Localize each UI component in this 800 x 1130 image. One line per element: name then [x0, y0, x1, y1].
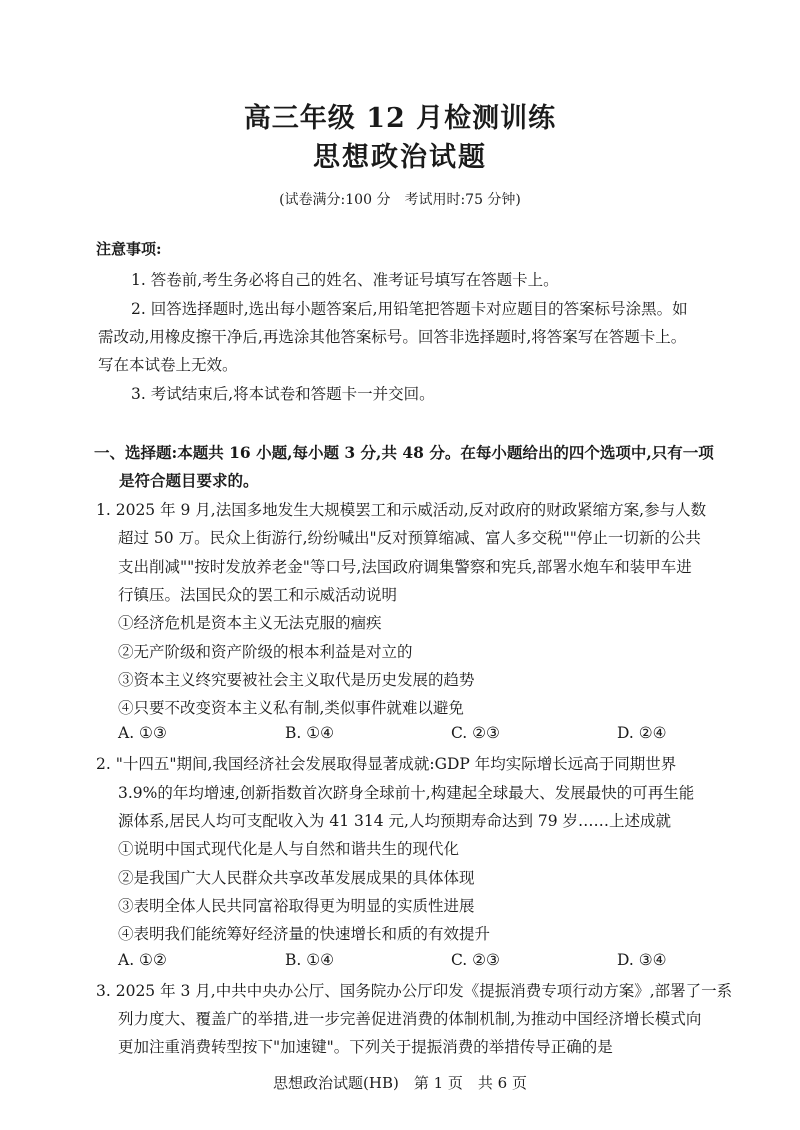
q2-option: ③表明全体人民共同富裕取得更为明显的实质性进展: [118, 897, 475, 915]
section-heading-cont: 是符合题目要求的。: [119, 471, 259, 490]
notes-item: 1. 答卷前,考生务必将自己的姓名、准考证号填写在答题卡上。: [131, 271, 559, 289]
section-heading: 一、选择题:本题共 16 小题,每小题 3 分,共 48 分。在每小题给出的四个选项中,只有一项: [94, 443, 714, 462]
notes-item: 3. 考试结束后,将本试卷和答题卡一并交回。: [131, 385, 435, 403]
q3-stem-line: 更加注重消费转型按下"加速键"。下列关于提振消费的举措传导正确的是: [118, 1038, 613, 1056]
q1-stem-line: 行镇压。法国民众的罢工和示威活动说明: [118, 586, 398, 604]
q1-option: ③资本主义终究要被社会主义取代是历史发展的趋势: [118, 671, 475, 689]
notes-item: 写在本试卷上无效。: [98, 356, 238, 374]
q1-option: ①经济危机是资本主义无法克服的痼疾: [118, 614, 382, 632]
q2-option: ②是我国广大人民群众共享改革发展成果的具体体现: [118, 869, 475, 887]
q3-stem-line: 3. 2025 年 3 月,中共中央办公厅、国务院办公厅印发《提振消费专项行动方案》,部署了一系: [96, 982, 733, 1000]
q2-choice-d: D. ③④: [617, 951, 667, 969]
q2-stem-line: 源体系,居民人均可支配收入为 41 314 元,人均预期寿命达到 79 岁……上述成就: [118, 812, 672, 830]
q1-choice-a: A. ①③: [118, 724, 167, 742]
q2-stem-line: 2. "十四五"期间,我国经济社会发展取得显著成就:GDP 年均实际增长远高于同期世界: [96, 755, 677, 773]
q1-choice-c: C. ②③: [451, 724, 500, 742]
page-footer: 思想政治试题(HB) 第 1 页 共 6 页: [273, 1074, 527, 1092]
q1-option: ④只要不改变资本主义私有制,类似事件就难以避免: [118, 699, 464, 717]
exam-info: (试卷满分:100 分 考试用时:75 分钟): [279, 192, 521, 208]
q1-stem-line: 超过 50 万。民众上街游行,纷纷喊出"反对预算缩减、富人多交税""停止一切新的公共: [118, 529, 701, 547]
q1-stem-line: 1. 2025 年 9 月,法国多地发生大规模罢工和示威活动,反对政府的财政紧缩方案,参与人数: [96, 501, 707, 519]
q2-choice-b: B. ①④: [285, 951, 335, 969]
q2-choice-c: C. ②③: [451, 951, 500, 969]
q1-stem-line: 支出削减""按时发放养老金"等口号,法国政府调集警察和宪兵,部署水炮车和装甲车进: [118, 558, 692, 576]
notes-heading: 注意事项:: [96, 240, 162, 258]
q1-choice-b: B. ①④: [285, 724, 335, 742]
subject-title: 思想政治试题: [313, 142, 487, 173]
q2-option: ④表明我们能统筹好经济量的快速增长和质的有效提升: [118, 925, 491, 943]
q1-option: ②无产阶级和资产阶级的根本利益是对立的: [118, 643, 413, 661]
q2-choice-a: A. ①②: [118, 951, 167, 969]
q2-stem-line: 3.9%的年均增速,创新指数首次跻身全球前十,构建起全球最大、发展最快的可再生能: [118, 784, 695, 802]
q1-choice-d: D. ②④: [617, 724, 667, 742]
notes-item: 需改动,用橡皮擦干净后,再选涂其他答案标号。回答非选择题时,将答案写在答题卡上。: [98, 328, 687, 346]
notes-item: 2. 回答选择题时,选出每小题答案后,用铅笔把答题卡对应题目的答案标号涂黑。如: [131, 300, 688, 318]
q2-option: ①说明中国式现代化是人与自然和谐共生的现代化: [118, 840, 460, 858]
exam-title: 高三年级 12 月检测训练: [243, 103, 557, 134]
q3-stem-line: 列力度大、覆盖广的举措,进一步完善促进消费的体制机制,为推动中国经济增长模式向: [118, 1010, 702, 1028]
